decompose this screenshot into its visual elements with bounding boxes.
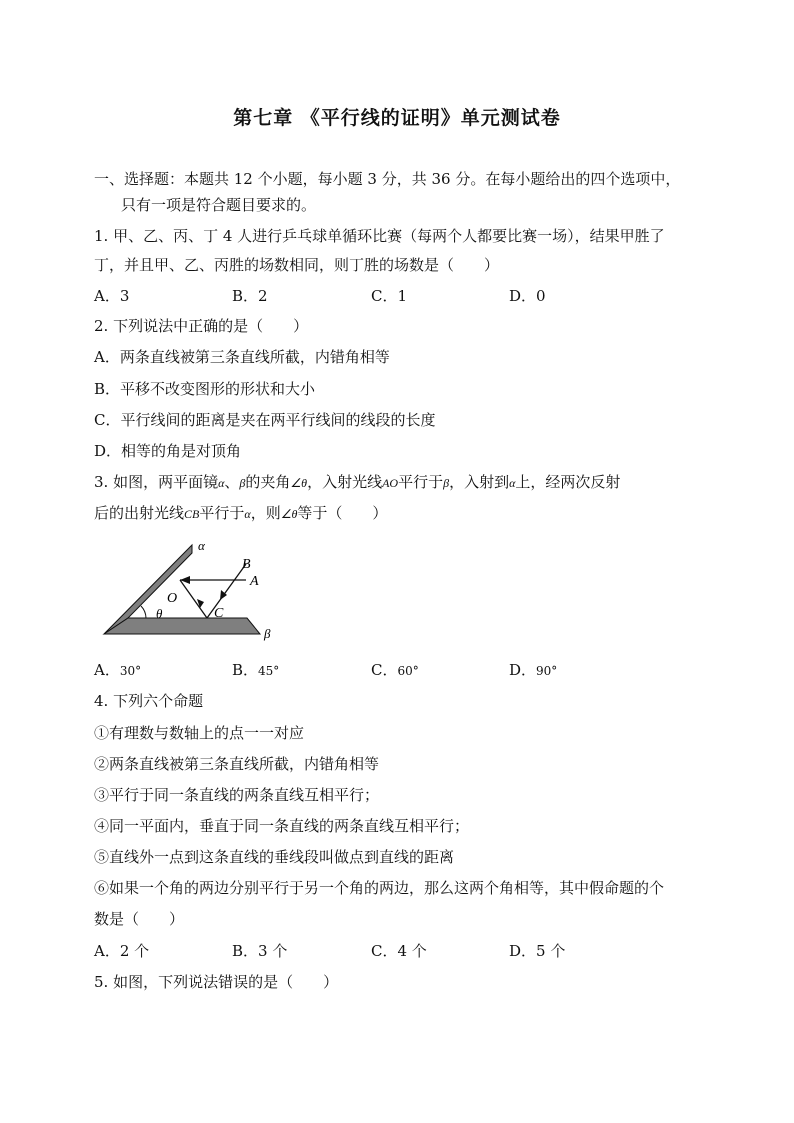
q1-option-a: A．3 <box>94 287 130 305</box>
q2-option-c: C．平行线间的距离是夹在两平行线间的线段的长度 <box>94 411 436 429</box>
q4-item-2: ②两条直线被第三条直线所截，内错角相等 <box>94 755 380 773</box>
q3-text-1a: 3. 如图，两平面镜 <box>94 473 219 491</box>
q4-item-5: ⑤直线外一点到这条直线的垂线段叫做点到直线的距离 <box>94 848 455 866</box>
q3-text-2c: ，则 <box>250 504 281 522</box>
q3-text-1e: ，入射到 <box>449 473 510 491</box>
q3-option-b: B．45° <box>232 661 280 679</box>
label-b: B <box>242 557 251 572</box>
q3-sep: 、 <box>224 473 240 491</box>
q3-option-c: C．60° <box>371 661 419 679</box>
q4-option-b: B．3 个 <box>232 942 288 960</box>
label-c: C <box>214 606 224 621</box>
q1-stem-line2: 丁，并且甲、乙、丙胜的场数相同，则丁胜的场数是（ ） <box>94 256 500 274</box>
q3-text-2d: 等于（ ） <box>297 504 388 522</box>
q3-angle: ∠θ <box>290 476 308 490</box>
q3-stem-line2 <box>94 503 387 524</box>
q1-option-d: D．0 <box>509 287 546 305</box>
page-title: 第七章 《平行线的证明》单元测试卷 <box>233 107 561 129</box>
q4-item-3: ③平行于同一条直线的两条直线互相平行； <box>94 786 380 804</box>
q5-stem: 5. 如图，下列说法错误的是（ ） <box>94 973 339 991</box>
label-alpha: α <box>198 538 205 553</box>
mirror-beta <box>104 618 260 634</box>
mirror-figure <box>96 534 286 642</box>
q4-option-a: A．2 个 <box>94 942 150 960</box>
q3-beta: β <box>239 476 246 490</box>
q4-item-4: ④同一平面内，垂直于同一条直线的两条直线互相平行； <box>94 817 470 835</box>
q3-text-1c: ，入射光线 <box>307 473 383 491</box>
q3-option-d: D．90° <box>509 661 558 679</box>
q3-alpha-3: α <box>244 507 251 521</box>
q4-item-1: ①有理数与数轴上的点一一对应 <box>94 724 305 742</box>
q3-text-1b: 的夹角 <box>245 473 291 491</box>
q2-option-d: D．相等的角是对顶角 <box>94 442 242 460</box>
q3-ao: AO <box>382 476 399 490</box>
section-heading-line1: 一、选择题：本题共 12 个小题，每小题 3 分，共 36 分。在每小题给出的四个选项中， <box>94 170 681 188</box>
q3-text-1d: 平行于 <box>398 473 444 491</box>
label-o: O <box>167 591 178 606</box>
q3-option-a: A．30° <box>94 661 142 679</box>
q4-stem: 4. 下列六个命题 <box>94 692 204 710</box>
q3-text-2a: 后的出射光线 <box>94 504 185 522</box>
label-a: A <box>250 574 259 589</box>
q1-option-c: C．1 <box>371 287 408 305</box>
label-theta: θ <box>156 606 163 621</box>
q3-alpha: α <box>218 476 225 490</box>
reflected-ray-oc <box>180 580 207 618</box>
q4-option-c: C．4 个 <box>371 942 427 960</box>
q4-tail: 数是（ ） <box>94 910 185 928</box>
q3-angle-2: ∠θ <box>280 507 298 521</box>
q4-option-d: D．5 个 <box>509 942 566 960</box>
q3-beta-2: β <box>443 476 450 490</box>
q2-option-b: B．平移不改变图形的形状和大小 <box>94 380 316 398</box>
q1-stem-line1: 1. 甲、乙、丙、丁 4 人进行乒乓球单循环比赛（每两个人都要比赛一场），结果甲胜了 <box>94 227 665 245</box>
section-heading-line2: 只有一项是符合题目要求的。 <box>121 196 317 214</box>
q2-option-a: A．两条直线被第三条直线所截，内错角相等 <box>94 348 390 366</box>
q4-item-6: ⑥如果一个角的两边分别平行于另一个角的两边，那么这两个角相等，其中假命题的个 <box>94 879 665 897</box>
q2-stem: 2. 下列说法中正确的是（ ） <box>94 317 309 335</box>
q1-option-b: B．2 <box>232 287 268 305</box>
q3-text-2b: 平行于 <box>199 504 245 522</box>
q3-text-1f: 上，经两次反射 <box>515 473 621 491</box>
label-beta: β <box>264 626 271 641</box>
q3-cb: CB <box>184 507 200 521</box>
q3-stem-line1 <box>94 472 620 493</box>
reflected-arrow <box>197 599 204 608</box>
q3-alpha-2: α <box>509 476 516 490</box>
outgoing-ray-cb <box>207 564 246 618</box>
theta-arc <box>141 606 146 618</box>
